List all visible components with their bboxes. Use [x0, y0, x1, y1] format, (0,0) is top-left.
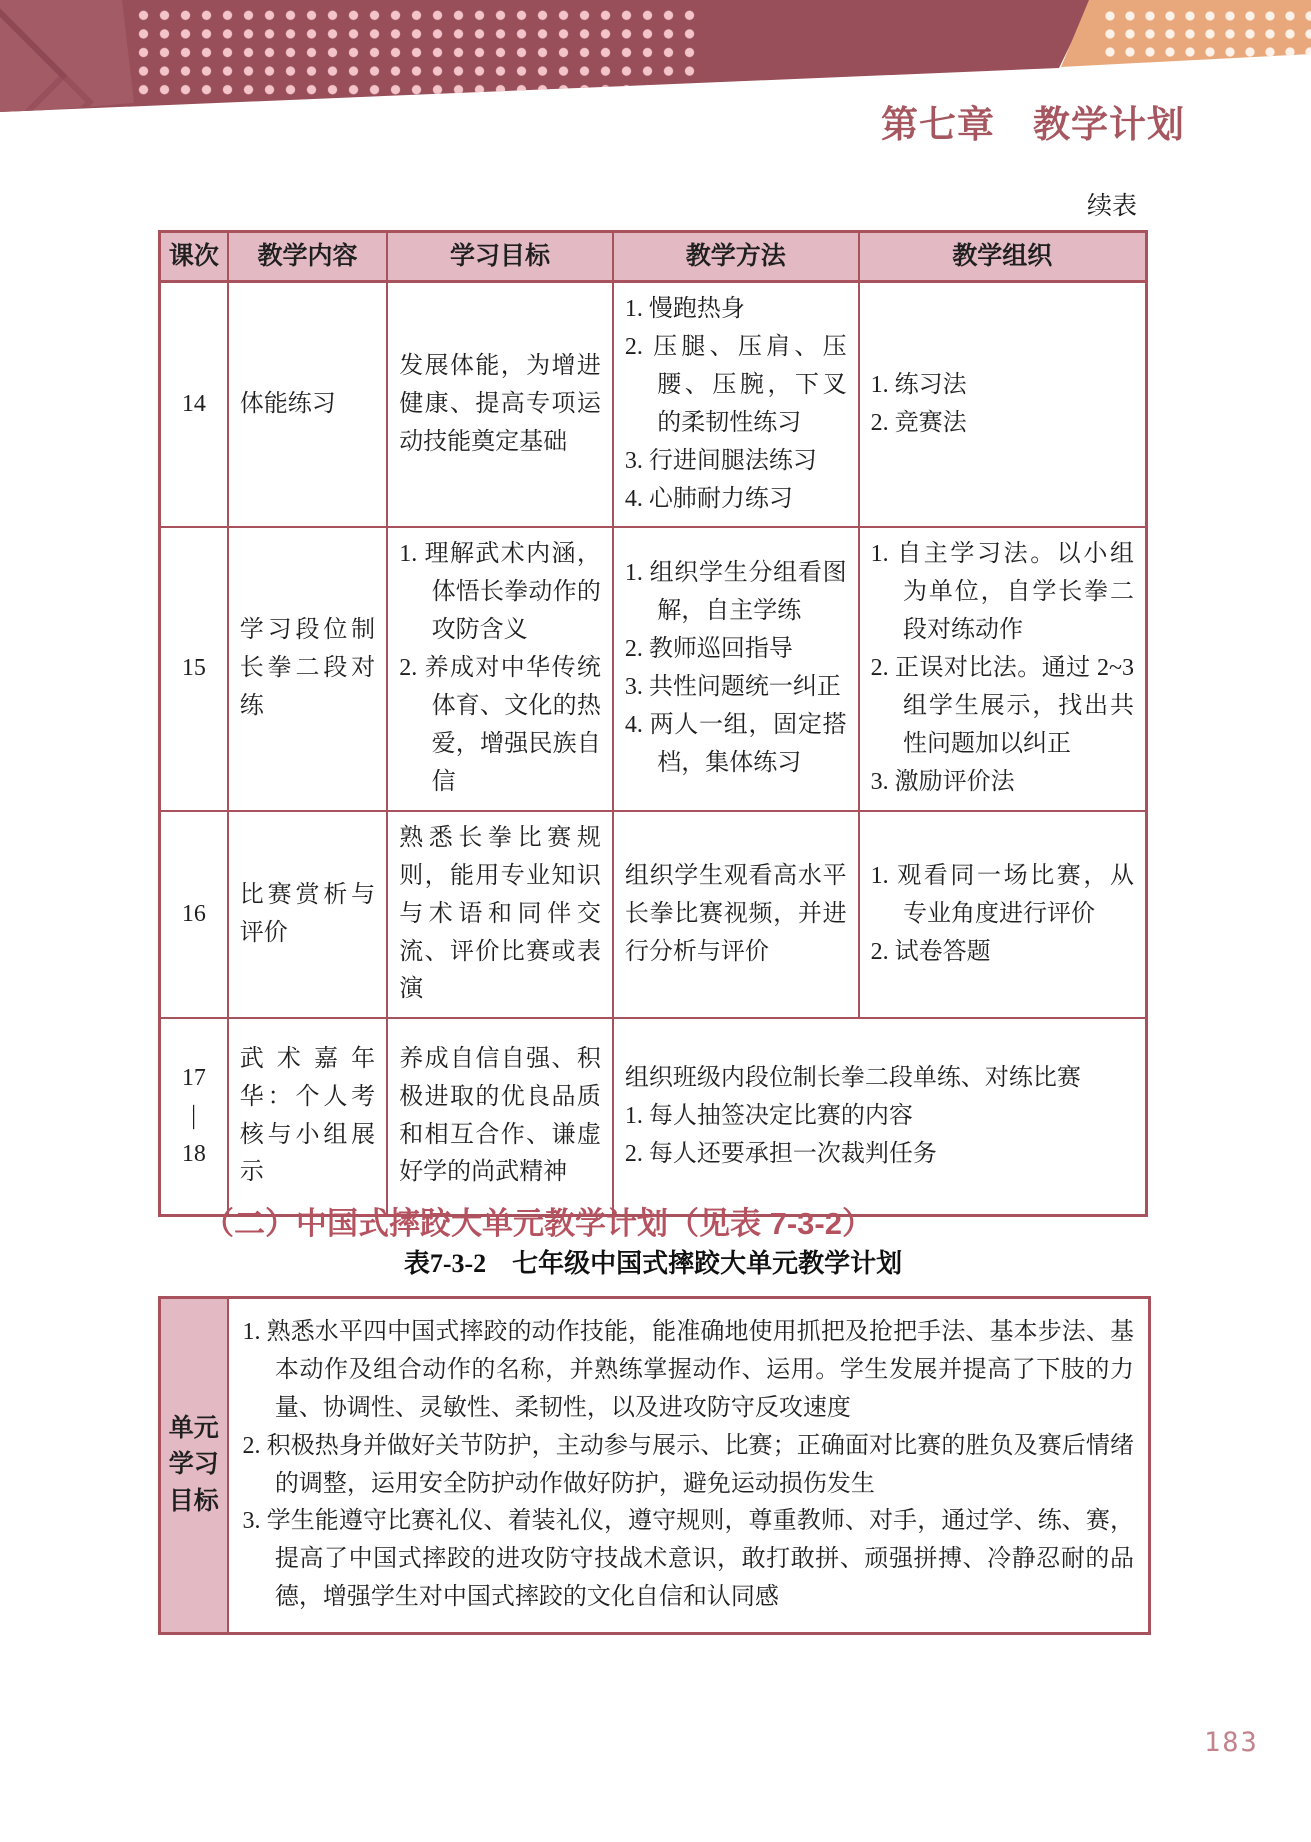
lesson-number: 15: [160, 527, 228, 810]
cell-objectives: 发展体能，为增进健康、提高专项运动技能奠定基础: [387, 282, 613, 528]
chapter-title: 第七章 教学计划: [881, 104, 1185, 145]
col-header-methods: 教学方法: [613, 232, 859, 282]
cell-content: 比赛赏析与评价: [228, 811, 387, 1019]
cell-methods: 组织学生观看高水平长拳比赛视频，并进行分析与评价: [613, 811, 859, 1019]
table-row-unit-objectives: [160, 1298, 1150, 1634]
cell-unit-objectives: 1. 熟悉水平四中国式摔跤的动作技能，能准确地使用抓把及抢把手法、基本步法、基本动作及组合动作的名称，并熟练掌握动作、运用。学生发展并提高了下肢的力量、协调性、灵敏性、柔韧性，以及进攻防守反攻速度 2. 积极热身并做好关节防护，主动参与展示、比赛；正确面对比赛的胜负及赛后情绪的调整，运用安全防护动作做好防护，避免运动损伤发生 3. 学生能遵守比赛礼仪、着装礼仪，遵守规则，尊重教师、对手，通过学、练、赛，提高了中国式摔跤的进攻防守技战术意识，敢打敢拼、顽强拼搏、冷静忍耐的品德，增强学生对中国式摔跤的文化自信和认同感: [228, 1298, 1150, 1634]
cell-methods: 1. 慢跑热身 2. 压腿、压肩、压腰、压腕，下叉的柔韧性练习 3. 行进间腿法练习 4. 心肺耐力练习: [613, 282, 859, 528]
lesson-number-range: 17 — 18: [160, 1018, 228, 1215]
col-header-organization: 教学组织: [859, 232, 1147, 282]
lesson-number: 16: [160, 811, 228, 1019]
cell-methods-organization-merged: 组织班级内段位制长拳二段单练、对练比赛 1. 每人抽签决定比赛的内容 2. 每人还要承担一次裁判任务: [613, 1018, 1147, 1215]
continued-table-label: 续表: [1087, 193, 1138, 220]
lesson-number: 14: [160, 282, 228, 528]
cell-organization: 1. 观看同一场比赛，从专业角度进行评价 2. 试卷答题: [859, 811, 1147, 1019]
cell-objectives: 1. 理解武术内涵，体悟长拳动作的攻防含义 2. 养成对中华传统体育、文化的热爱，增强民族自信: [387, 527, 613, 810]
cell-content: 学习段位制长拳二段对练: [228, 527, 387, 810]
table-header-row: [160, 232, 1147, 282]
table-row-lesson-17-18: [160, 1018, 1147, 1215]
cell-organization: 1. 练习法 2. 竞赛法: [859, 282, 1147, 528]
cell-methods: 1. 组织学生分组看图解，自主学练 2. 教师巡回指导 3. 共性问题统一纠正 4. 两人一组，固定搭档，集体练习: [613, 527, 859, 810]
col-header-objectives: 学习目标: [387, 232, 613, 282]
chevron-decoration: [0, 0, 94, 204]
header-banner-light-overlay: [0, 0, 150, 118]
table-row-lesson-14: [160, 282, 1147, 528]
col-header-content: 教学内容: [228, 232, 387, 282]
cell-objectives: 养成自信自强、积极进取的优良品质和相互合作、谦虚好学的尚武精神: [387, 1018, 613, 1215]
table-row-lesson-15: [160, 527, 1147, 810]
cell-objectives: 熟悉长拳比赛规则，能用专业知识与术语和同伴交流、评价比赛或表演: [387, 811, 613, 1019]
col-header-lesson: 课次: [160, 232, 228, 282]
table-row-lesson-16: [160, 811, 1147, 1019]
range-dash: —: [181, 1104, 208, 1129]
row-header-unit-objectives: 单元 学习 目标: [160, 1298, 228, 1634]
dot-grid-white: [1100, 7, 1311, 63]
unit-objectives-table: [158, 1296, 1151, 1635]
table-caption: 表7-3-2 七年级中国式摔跤大单元教学计划: [403, 1249, 903, 1278]
cell-organization: 1. 自主学习法。以小组为单位，自学长拳二段对练动作 2. 正误对比法。通过 2~3 组学生展示，找出共性问题加以纠正 3. 激励评价法: [859, 527, 1147, 810]
cell-content: 体能练习: [228, 282, 387, 528]
teaching-plan-table: [158, 230, 1148, 1217]
dot-grid-pink: [133, 6, 699, 99]
section-heading: （二）中国式摔跤大单元教学计划（见表 7-3-2）: [203, 1206, 873, 1241]
page-number: 183: [1204, 1727, 1259, 1758]
cell-content: 武术嘉年华：个人考核与小组展示: [228, 1018, 387, 1215]
